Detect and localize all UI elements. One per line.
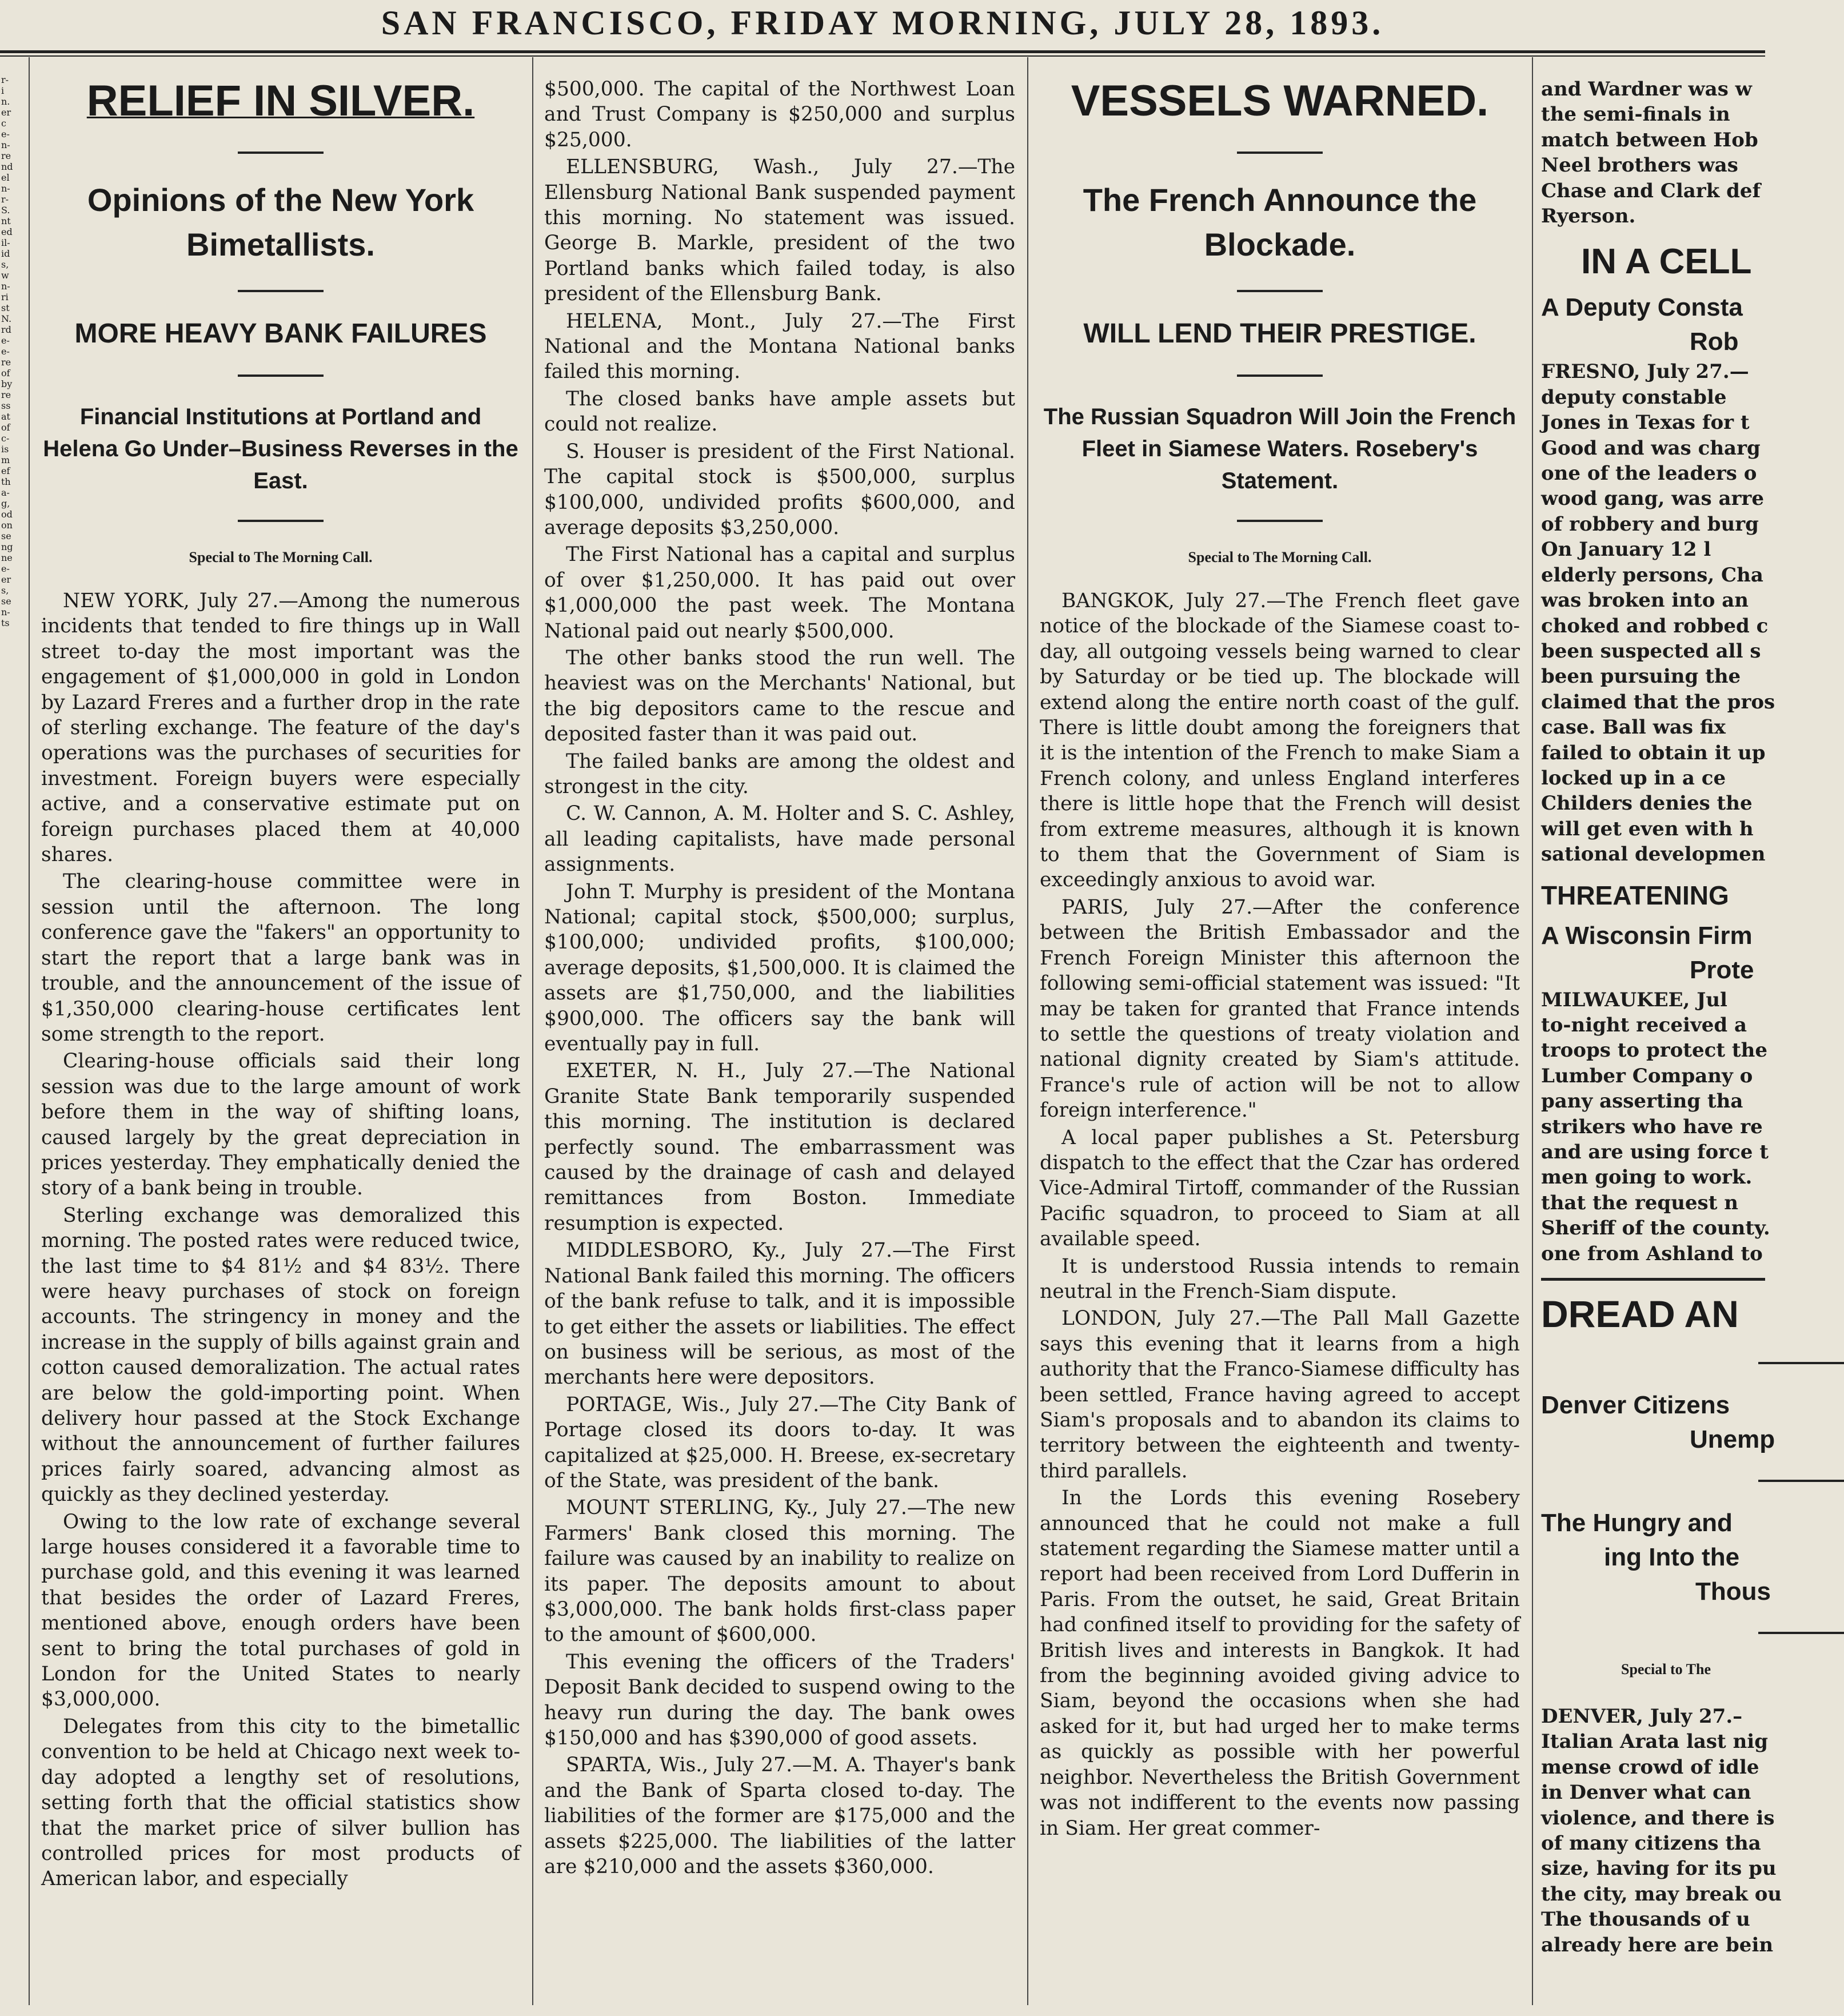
sports-fragment [1541, 77, 1765, 229]
article-body [41, 588, 520, 1892]
deck-line: Rob [1690, 328, 1739, 356]
separator-rule [1758, 1632, 1844, 1634]
edge-fragment: c- [1, 433, 10, 444]
text-line: of robbery and burg [1541, 512, 1759, 536]
article-vessels-warned [1032, 66, 1528, 2005]
headline: RELIEF IN SILVER. [86, 77, 475, 125]
text-line: wood gang, was arre [1541, 487, 1764, 511]
edge-fragment: r- [1, 74, 9, 85]
article-body [1040, 588, 1520, 1841]
text-line: failed to obtain it up [1541, 741, 1766, 764]
paragraph: NEW YORK, July 27.—Among the numerous incidents that tended to fire things up in Wall street to-day the most important was the engagement of $1,000,000 in gold in London by Lazard Freres and a further drop in the rate of sterling exchange. The feature of the day's operations was the purchases of securities for investment. Foreign buyers were especially active, and a conservative estimate put on foreign purchases placed them at 40,000 shares. [41, 589, 520, 867]
text-line: choked and robbed c [1541, 614, 1769, 638]
text-line: was broken into an [1541, 589, 1749, 612]
edge-fragment: a- [1, 487, 10, 498]
edge-fragment: e- [1, 346, 10, 357]
separator-rule [238, 374, 324, 377]
edge-fragment: ef [1, 465, 10, 476]
separator-rule [1758, 1480, 1844, 1482]
masthead: SAN FRANCISCO, FRIDAY MORNING, JULY 28, 1893. [381, 4, 1384, 42]
right-edge-column [1535, 77, 1782, 2016]
separator-rule [238, 290, 324, 292]
dateline-credit: Special to The [1621, 1661, 1711, 1678]
deck-line: The Hungry and [1541, 1509, 1733, 1537]
text-line: been pursuing the [1541, 665, 1741, 688]
paragraph: Owing to the low rate of exchange several large houses considered it a favorable time to purchase gold, and this evening it was learned that besides the order of Lazard Freres, mentioned above, enough orders have been sent to bring the total purchases of gold in London for the United States to nearly $3,000,000. [41, 1510, 520, 1711]
text-line: DENVER, July 27.– [1541, 1705, 1743, 1728]
text-line: match between Hob [1541, 128, 1758, 152]
edge-fragment: g, [1, 498, 10, 509]
paragraph: C. W. Cannon, A. M. Holter and S. C. Ashley, all leading capitalists, have made personal assignments. [544, 802, 1015, 876]
paragraph: A local paper publishes a St. Petersburg dispatch to the effect that the Czar has ordered Vice-Admiral Tirtoff, commander of the Russian Pacific squadron, to proceed to Siam at all available speed. [1040, 1126, 1520, 1251]
paragraph: The failed banks are among the oldest and strongest in the city. [544, 750, 1015, 798]
deck-russian-squadron: The Russian Squadron Will Join the French Fleet in Siamese Waters. Rosebery's Statement. [1043, 404, 1516, 493]
denver-fragment [1541, 1704, 1782, 1958]
edge-fragment: of [1, 422, 10, 433]
text-line: case. Ball was fix [1541, 716, 1726, 739]
deck-hungry [1541, 1506, 1771, 1609]
edge-fragment: n- [1, 140, 10, 150]
paragraph: PARIS, July 27.—After the conference between the British Embassador and the French Foreign Minister this afternoon the following semi-official statement was issued: "It may be taken for granted that France intends to settle the questions of treaty violation and national dignity created by Siam's attitude. France's rule of action will be not to allow foreign interference." [1040, 895, 1520, 1122]
text-line: Chase and Clark def [1541, 179, 1761, 202]
edge-fragment: nt [1, 216, 11, 226]
paragraph: SPARTA, Wis., July 27.—M. A. Thayer's bank and the Bank of Sparta closed to-day. The liabilities of the former are $175,000 and the assets $225,000. The liabilities of the latter are $210,000 and the assets $360,000. [544, 1754, 1015, 1879]
deck-line: ing Into the [1604, 1543, 1740, 1572]
edge-fragment: of [1, 368, 10, 379]
text-line: to-night received a [1541, 1013, 1747, 1037]
paragraph: MIDDLESBORO, Ky., July 27.—The First National Bank failed this morning. The officers of the bank refuse to talk, and it is impossible to get either the assets or liabilities. The effect on business will be serious, as most of the merchants here were depositors. [544, 1239, 1015, 1389]
paragraph: BANGKOK, July 27.—The French fleet gave notice of the blockade of the Siamese coast to-day, all outgoing vessels being warned to clear by Saturday or be tied up. The blockade will extend along the entire north coast of the gulf. There is little doubt among the foreigners that it is the intention of the French to make Siam a French colony, and unless England interferes there is little hope that the French will desist from extreme measures, although it is known to them that the Government of Siam is exceedingly anxious to avoid war. [1040, 589, 1520, 892]
text-line: will get even with h [1541, 817, 1754, 840]
text-line: troops to protect the [1541, 1039, 1767, 1062]
headline-in-a-cell: IN A CELL [1581, 242, 1752, 282]
headline-threatening: THREATENING [1541, 880, 1729, 910]
paragraph: The other banks stood the run well. The heaviest was on the Merchants' National, but the big depositors came to the rescue and deposited faster than it was paid out. [544, 646, 1015, 746]
edge-fragment: se [1, 596, 11, 607]
text-line: FRESNO, July 27.— [1541, 360, 1749, 384]
headline: VESSELS WARNED. [1071, 77, 1489, 125]
section-rule [1541, 1278, 1765, 1281]
text-line: size, having for its pu [1541, 1857, 1777, 1880]
paragraph: It is understood Russia intends to remain neutral in the French-Siam dispute. [1040, 1254, 1520, 1303]
article-bank-failures-continued [536, 77, 1023, 2016]
edge-fragment: ng [1, 541, 13, 552]
edge-fragment: n- [1, 607, 10, 617]
edge-fragment: re [1, 389, 11, 400]
masthead-rule-thin [0, 55, 1765, 57]
deck-bank-failures: MORE HEAVY BANK FAILURES [74, 318, 487, 349]
deck-french-announce: The French Announce the Blockade. [1083, 182, 1477, 262]
paragraph: Delegates from this city to the bimetallic convention to be held at Chicago next week to-day adopted a lengthy set of resolutions, setting forth that the official statistics show that the market price of silver bullion has controlled prices for most products of American labor, and especially [41, 1715, 520, 1891]
edge-fragment: on [1, 520, 13, 531]
edge-fragment: e- [1, 129, 10, 140]
paragraph: LONDON, July 27.—The Pall Mall Gazette says this evening that it learns from a high authority that the Franco-Siamese difficulty has been settled, France having agreed to accept Siam's proposals and to abandon its claims to territory between the eighteenth and twenty-third parallels. [1040, 1307, 1520, 1483]
paragraph: ELLENSBURG, Wash., July 27.—The Ellensburg National Bank suspended payment this morning. No statement was issued. George B. Markle, president of the two Portland banks which failed today, is also president of the Ellensburg Bank. [544, 156, 1015, 306]
text-line: been suspected all s [1541, 639, 1761, 663]
column-rule [532, 57, 533, 2005]
column-rule [1532, 57, 1533, 2005]
text-line: one from Ashland to [1541, 1242, 1763, 1265]
edge-fragment: ed [1, 226, 13, 237]
text-line: Good and was charg [1541, 436, 1761, 460]
edge-fragment: ne [1, 552, 13, 563]
deck-line: A Wisconsin Firm [1541, 921, 1753, 950]
text-line: and are using force t [1541, 1141, 1769, 1164]
text-line: Ryerson. [1541, 205, 1636, 228]
edge-fragment: c [1, 118, 6, 129]
edge-fragment: e- [1, 563, 10, 574]
deck-wisconsin-firm [1541, 919, 1765, 987]
text-line: The thousands of u [1541, 1908, 1750, 1931]
text-line: one of the leaders o [1541, 462, 1757, 485]
edge-fragment: r- [1, 194, 9, 205]
text-line: and Wardner was w [1541, 78, 1752, 101]
edge-fragment: od [1, 509, 13, 520]
deck-line: A Deputy Consta [1541, 293, 1743, 322]
separator-rule [238, 152, 324, 154]
masthead-rule [0, 50, 1765, 53]
article-relief-in-silver [33, 66, 528, 2005]
separator-rule [1237, 152, 1323, 154]
paragraph: EXETER, N. H., July 27.—The National Granite State Bank temporarily suspended this morning. The institution is declared perfectly sound. The embarrassment was caused by the drainage of cash and delayed remittances from Boston. Immediate resumption is expected. [544, 1059, 1015, 1235]
separator-rule [1758, 1362, 1844, 1364]
edge-fragment: ts [1, 617, 10, 628]
edge-fragment: il- [1, 237, 10, 248]
edge-fragment: is [1, 444, 9, 455]
text-line: Neel brothers was [1541, 154, 1738, 177]
paragraph: PORTAGE, Wis., July 27.—The City Bank of Portage closed its doors to-day. It was capitalized at $25,000. H. Breese, ex-secretary of the State, was president of the bank. [544, 1393, 1015, 1492]
edge-fragment: re [1, 150, 11, 161]
edge-fragment: el [1, 172, 10, 183]
column-rule [29, 57, 30, 2005]
paragraph: Clearing-house officials said their long session was due to the large amount of work before them in the way of shifting loans, caused largely by the great depreciation in prices yesterday. They emphatically denied the story of a bank being in trouble. [41, 1050, 520, 1200]
text-line: claimed that the pros [1541, 690, 1775, 714]
paragraph: MOUNT STERLING, Ky., July 27.—The new Farmers' Bank closed this morning. The failure was caused by an inability to realize on its paper. The deposits amount to about $3,000,000. The bank holds first-class paper to the amount of $600,000. [544, 1496, 1015, 1647]
paragraph: The clearing-house committee were in session until the afternoon. The long conference gave the "fakers" an opportunity to start the report that a large bank was in trouble, and the announcement of the issue of $1,350,000 clearing-house certificates lent some strength to the report. [41, 870, 520, 1046]
edge-fragment: i [1, 85, 5, 96]
edge-fragment: se [1, 531, 11, 541]
separator-rule [1237, 374, 1323, 377]
milwaukee-fragment [1541, 987, 1770, 1266]
text-line: MILWAUKEE, Jul [1541, 988, 1727, 1011]
text-line: Italian Arata last nig [1541, 1730, 1768, 1754]
edge-fragment: n. [1, 96, 10, 107]
paragraph: The closed banks have ample assets but could not realize. [544, 387, 1015, 436]
article-body [544, 77, 1015, 1879]
text-line: elderly persons, Cha [1541, 563, 1763, 587]
fresno-fragment [1541, 359, 1775, 867]
edge-fragment: by [1, 379, 13, 389]
edge-fragment: n- [1, 183, 10, 194]
deck-line: Denver Citizens [1541, 1391, 1730, 1420]
edge-fragment: th [1, 476, 11, 487]
text-line: deputy constable [1541, 385, 1727, 409]
paragraph: John T. Murphy is president of the Montana National; capital stock, $500,000; surplus, $100,000; undivided profits, $100,000; average deposits, $1,500,000. It is claimed the assets are $1,750,000, and the liabilities $900,000. The officers say the bank will eventually pay in full. [544, 880, 1015, 1056]
text-line: Jones in Texas for t [1541, 411, 1750, 435]
edge-fragment: at [1, 411, 10, 422]
text-line: sational developmen [1541, 843, 1766, 866]
edge-fragment: s, [1, 259, 9, 270]
text-line: that the request n [1541, 1191, 1738, 1214]
column-rule [1027, 57, 1028, 2005]
text-line: Lumber Company o [1541, 1064, 1753, 1087]
paragraph: The First National has a capital and surplus of over $1,250,000. It has paid out over $1,000,000 the past week. The Montana National paid out nearly $500,000. [544, 543, 1015, 643]
deck-line: Unemp [1690, 1425, 1775, 1454]
edge-fragment: w [1, 270, 9, 281]
edge-fragment: re [1, 357, 11, 368]
paragraph: S. Houser is president of the First National. The capital stock is $500,000, surplus $100,000, undivided profits $600,000, and average deposits $3,250,000. [544, 440, 1015, 539]
paragraph: This evening the officers of the Traders' Deposit Bank decided to suspend owing to the heavy run during the day. The bank owes $150,000 and has $390,000 of good assets. [544, 1650, 1015, 1750]
text-line: locked up in a ce [1541, 766, 1726, 790]
headline-dread: DREAD AN [1541, 1293, 1739, 1336]
deck-line: Thous [1695, 1577, 1771, 1606]
left-edge-fragments [0, 74, 29, 2014]
text-line: the city, may break ou [1541, 1882, 1782, 1906]
text-line: Sheriff of the county. [1541, 1217, 1770, 1240]
edge-fragment: S. [1, 205, 10, 216]
paragraph: $500,000. The capital of the Northwest Loan and Trust Company is $250,000 and surplus $25,000. [544, 78, 1015, 152]
dateline-credit: Special to The Morning Call. [189, 549, 373, 565]
text-line: in Denver what can [1541, 1781, 1751, 1804]
text-line: pany asserting tha [1541, 1090, 1743, 1113]
deck-financial-institutions: Financial Institutions at Portland and Helena Go Under–Business Reverses in the East. [43, 404, 518, 493]
dateline-credit: Special to The Morning Call. [1188, 549, 1372, 565]
paragraph: Sterling exchange was demoralized this morning. The posted rates were reduced twice, the last time to $4 81½ and $4 83½. There were heavy purchases of stock on foreign accounts. The stringency in money and the increase in the supply of bills against grain and cotton caused demoralization. The actual rates are below the gold-importing point. When delivery hour passed at the Stock Exchange without the announcement of further failures prices fairly soared, advancing almost as quickly as they declined yesterday. [41, 1204, 520, 1507]
edge-fragment: ss [1, 400, 11, 411]
separator-rule [1237, 520, 1323, 522]
edge-fragment: er [1, 107, 11, 118]
edge-fragment: e- [1, 335, 10, 346]
edge-fragment: id [1, 248, 10, 259]
separator-rule [238, 520, 324, 522]
text-line: violence, and there is [1541, 1806, 1775, 1830]
deck-denver-citizens [1541, 1388, 1775, 1457]
text-line: strikers who have re [1541, 1115, 1763, 1138]
edge-fragment: nd [1, 161, 13, 172]
edge-fragment: n- [1, 281, 10, 292]
text-line: the semi-finals in [1541, 103, 1730, 126]
edge-fragment: rd [1, 324, 11, 335]
deck-prestige: WILL LEND THEIR PRESTIGE. [1083, 318, 1476, 349]
edge-fragment: er [1, 574, 11, 585]
paragraph: In the Lords this evening Rosebery announced that he could not make a full statement regarding the Siamese matter until a report had been received from Lord Dufferin in Paris. From the outset, he said, Great Britain had confined itself to providing for the safety of British lives and interests in Bangkok. It had from the beginning avoided giving advice to Siam, beyond the occasions when she had asked for it, but had urged her to make terms as quickly as possible with her powerful neighbor. Nevertheless the British Government was not indifferent to the events now passing in Siam. Her great commer- [1040, 1487, 1520, 1840]
edge-fragment: st [1, 302, 10, 313]
text-line: On January 12 l [1541, 538, 1711, 561]
text-line: Childers denies the [1541, 792, 1753, 815]
deck-deputy-constable [1541, 290, 1765, 359]
text-line: of many citizens tha [1541, 1832, 1761, 1855]
deck-line: Prote [1690, 955, 1754, 984]
edge-fragment: m [1, 455, 10, 465]
edge-fragment: s, [1, 585, 9, 596]
text-line: already here are bein [1541, 1933, 1774, 1957]
paragraph: HELENA, Mont., July 27.—The First National and the Montana National banks failed this morning. [544, 309, 1015, 384]
separator-rule [1237, 290, 1323, 292]
deck-opinions: Opinions of the New York Bimetallists. [87, 182, 474, 262]
text-line: men going to work. [1541, 1166, 1753, 1189]
text-line: mense crowd of idle [1541, 1755, 1759, 1779]
edge-fragment: N. [1, 313, 12, 324]
edge-fragment: ri [1, 292, 9, 302]
